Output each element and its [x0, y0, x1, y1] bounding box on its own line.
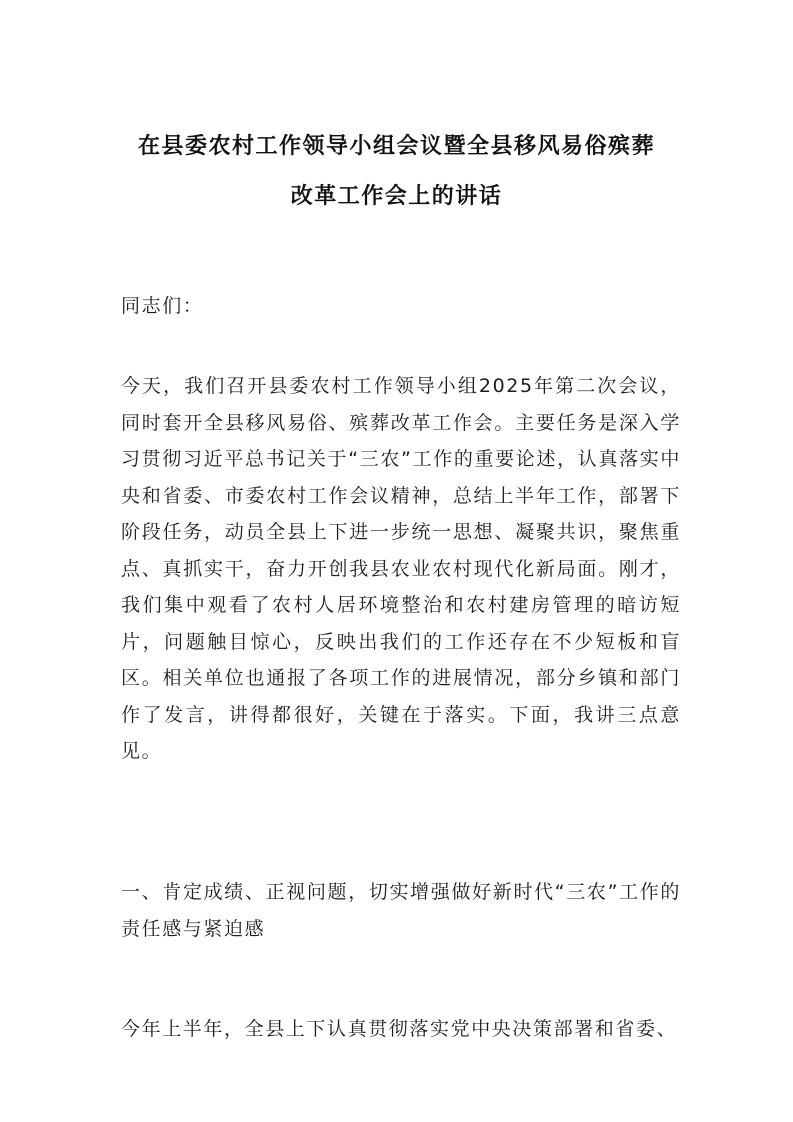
document-title-line-1: 在县委农村工作领导小组会议暨全县移风易俗殡葬 — [137, 134, 655, 159]
opening-paragraph: 今天，我们召开县委农村工作领导小组2025年第二次会议，同时套开全县移风易俗、殡葬改革工作会。主要任务是深入学习贯彻习近平总书记关于“三农”工作的重要论述，认真落实中央和省委、市委农村工作会议精神，总结上半年工作，部署下阶段任务，动员全县上下进一步统一思想、凝聚共识，聚焦重点、真抓实干，奋力开创我县农业农村现代化新局面。刚才，我们集中观看了农村人居环境整治和农村建房管理的暗访短片，问题触目惊心，反映出我们的工作还存在不少短板和盲区。相关单位也通报了各项工作的进展情况，部分乡镇和部门作了发言，讲得都很好，关键在于落实。下面，我讲三点意见。 — [121, 375, 681, 762]
document-title-line-2: 改革工作会上的讲话 — [290, 184, 503, 209]
salutation: 同志们： — [121, 295, 204, 317]
section-heading-1: 一、肯定成绩、正视问题，切实增强做好新时代“三农”工作的责任感与紧迫感 — [121, 881, 681, 940]
section-1-paragraph: 今年上半年，全县上下认真贯彻落实党中央决策部署和省委、 — [121, 1018, 678, 1040]
